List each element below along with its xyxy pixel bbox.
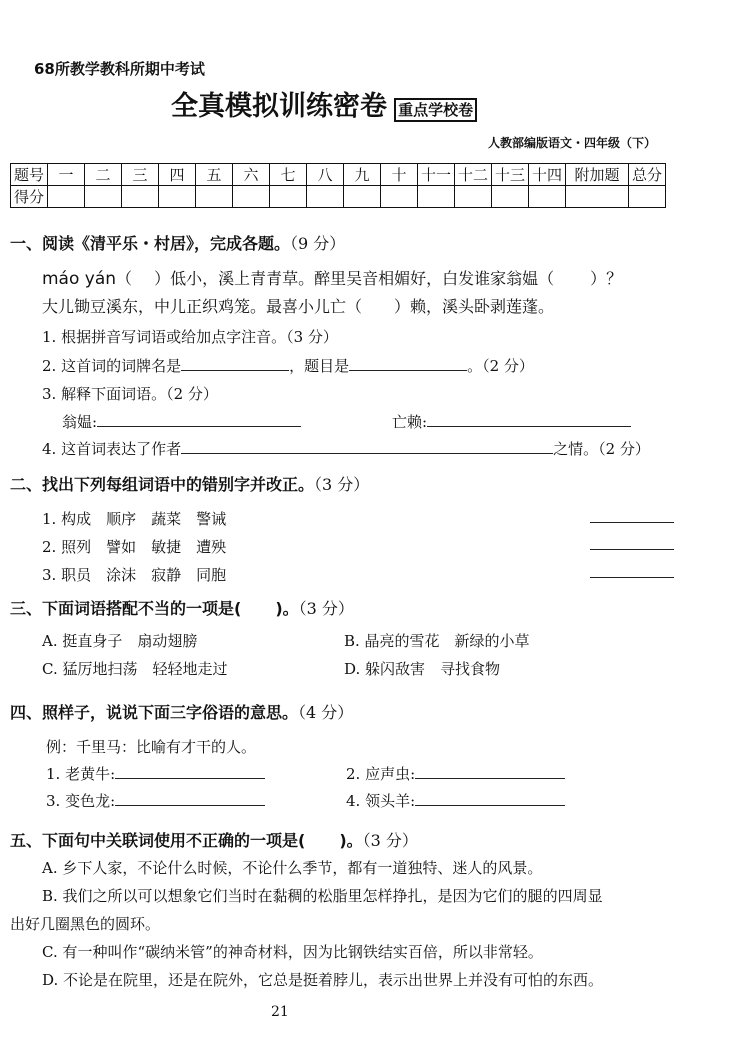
row-label: 得分 <box>11 186 48 208</box>
column-header: 五 <box>196 164 233 186</box>
page-number: 21 <box>271 1004 289 1020</box>
answer-blank[interactable] <box>97 412 301 427</box>
section-3-heading: 三、下面词语搭配不当的一项是( )。（3 分） <box>10 599 354 618</box>
answer-blank[interactable] <box>427 412 631 427</box>
option-b-line-1: B. 我们之所以可以想象它们当时在黏稠的松脂里怎样挣扎，是因为它们的腿的四周显 <box>42 887 603 905</box>
answer-blank[interactable] <box>590 508 674 523</box>
section-4-item-1: 1. 老黄牛: <box>46 763 265 784</box>
answer-blank[interactable] <box>181 439 553 454</box>
poem-line-2: 大儿锄豆溪东，中儿正织鸡笼。最喜小儿亡（ ）赖，溪头卧剥莲蓬。 <box>42 297 555 316</box>
score-cell[interactable] <box>492 186 529 208</box>
score-cell[interactable] <box>344 186 381 208</box>
section-1-heading: 一、阅读《清平乐・村居》，完成各题。（9 分） <box>10 234 346 253</box>
score-table-score-row <box>11 186 666 208</box>
poem-line-1: máo yán（ ）低小，溪上青青草。醉里吴音相媚好，白发谁家翁媪（ ）？ <box>42 269 623 289</box>
score-cell[interactable] <box>418 186 455 208</box>
section-4-item-3: 3. 变色龙: <box>46 790 265 811</box>
answer-blank[interactable] <box>415 764 565 779</box>
question-1-3: 3. 解释下面词语。（2 分） <box>42 385 218 403</box>
option-d: D. 不论是在院里，还是在院外，它总是挺着脖儿，表示出世界上并没有可怕的东西。 <box>42 971 604 989</box>
section-4-item-2: 2. 应声虫: <box>346 763 565 784</box>
column-header: 七 <box>270 164 307 186</box>
score-cell[interactable] <box>629 186 666 208</box>
answer-blank[interactable] <box>115 791 265 806</box>
option-a: A. 乡下人家，不论什么时候，不论什么季节，都有一道独特、迷人的风景。 <box>42 859 543 877</box>
column-header: 十二 <box>455 164 492 186</box>
key-school-stamp: 重点学校卷 <box>394 98 477 122</box>
exam-title: 全真模拟训练密卷 <box>171 91 387 122</box>
score-table-header-row <box>11 164 666 186</box>
question-1-1: 1. 根据拼音写词语或给加点字注音。（3 分） <box>42 328 338 346</box>
score-cell[interactable] <box>85 186 122 208</box>
option-b-line-2: 出好几圈黑色的圆环。 <box>10 915 161 933</box>
term-1: 翁媪: <box>62 411 301 432</box>
section-4-example: 例：千里马：比喻有才干的人。 <box>46 738 257 756</box>
column-header: 二 <box>85 164 122 186</box>
question-1-2: 2. 这首词的词牌名是 ，题目是 。（2 分） <box>42 357 534 375</box>
score-cell[interactable] <box>122 186 159 208</box>
score-cell[interactable] <box>381 186 418 208</box>
score-cell[interactable] <box>48 186 85 208</box>
score-cell[interactable] <box>233 186 270 208</box>
score-cell[interactable] <box>196 186 233 208</box>
column-header: 十一 <box>418 164 455 186</box>
column-header: 六 <box>233 164 270 186</box>
score-cell[interactable] <box>159 186 196 208</box>
column-header: 十三 <box>492 164 529 186</box>
option-b: B. 晶亮的雪花 新绿的小草 <box>344 632 530 650</box>
section-2-item-3: 3. 职员 涂沫 寂静 同胞 <box>42 566 227 584</box>
section-2-item-1: 1. 构成 顺序 蔬菜 警诫 <box>42 510 227 528</box>
option-d: D. 躲闪敌害 寻找食物 <box>344 660 501 678</box>
column-header: 附加题 <box>566 164 629 186</box>
pinyin: máo yán <box>42 269 117 289</box>
exam-title-block <box>171 84 477 123</box>
section-4-item-4: 4. 领头羊: <box>346 790 565 811</box>
answer-blank[interactable] <box>590 535 674 550</box>
answer-blank[interactable] <box>590 563 674 578</box>
answer-blank[interactable] <box>349 356 467 371</box>
score-cell[interactable] <box>455 186 492 208</box>
score-cell[interactable] <box>307 186 344 208</box>
section-2-item-2: 2. 照列 譬如 敏捷 遭殃 <box>42 538 227 556</box>
term-2: 亡赖: <box>392 411 631 432</box>
exam-subtitle: 68所教学教科所期中考试 <box>34 60 205 78</box>
section-2-heading: 二、找出下列每组词语中的错别字并改正。（3 分） <box>10 475 370 494</box>
column-header: 八 <box>307 164 344 186</box>
score-table <box>10 163 666 208</box>
option-c: C. 有一种叫作“碳纳米管”的神奇材料，因为比钢铁结实百倍，所以非常轻。 <box>42 943 543 961</box>
column-header: 三 <box>122 164 159 186</box>
answer-blank[interactable] <box>181 356 289 371</box>
column-header: 一 <box>48 164 85 186</box>
column-header: 四 <box>159 164 196 186</box>
score-cell[interactable] <box>270 186 307 208</box>
score-cell[interactable] <box>529 186 566 208</box>
option-a: A. 挺直身子 扇动翅膀 <box>42 632 198 650</box>
answer-blank[interactable] <box>115 764 265 779</box>
row-label: 题号 <box>11 164 48 186</box>
column-header: 十 <box>381 164 418 186</box>
column-header: 十四 <box>529 164 566 186</box>
option-c: C. 猛厉地扫荡 轻轻地走过 <box>42 660 228 678</box>
score-cell[interactable] <box>566 186 629 208</box>
section-4-heading: 四、照样子，说说下面三字俗语的意思。（4 分） <box>10 703 354 722</box>
question-1-4: 4. 这首词表达了作者 之情。（2 分） <box>42 440 650 458</box>
section-5-heading: 五、下面句中关联词使用不正确的一项是( )。（3 分） <box>10 831 418 850</box>
edition-label: 人教部编版语文・四年级（下） <box>488 136 657 150</box>
answer-blank[interactable] <box>415 791 565 806</box>
column-header: 九 <box>344 164 381 186</box>
column-header: 总分 <box>629 164 666 186</box>
